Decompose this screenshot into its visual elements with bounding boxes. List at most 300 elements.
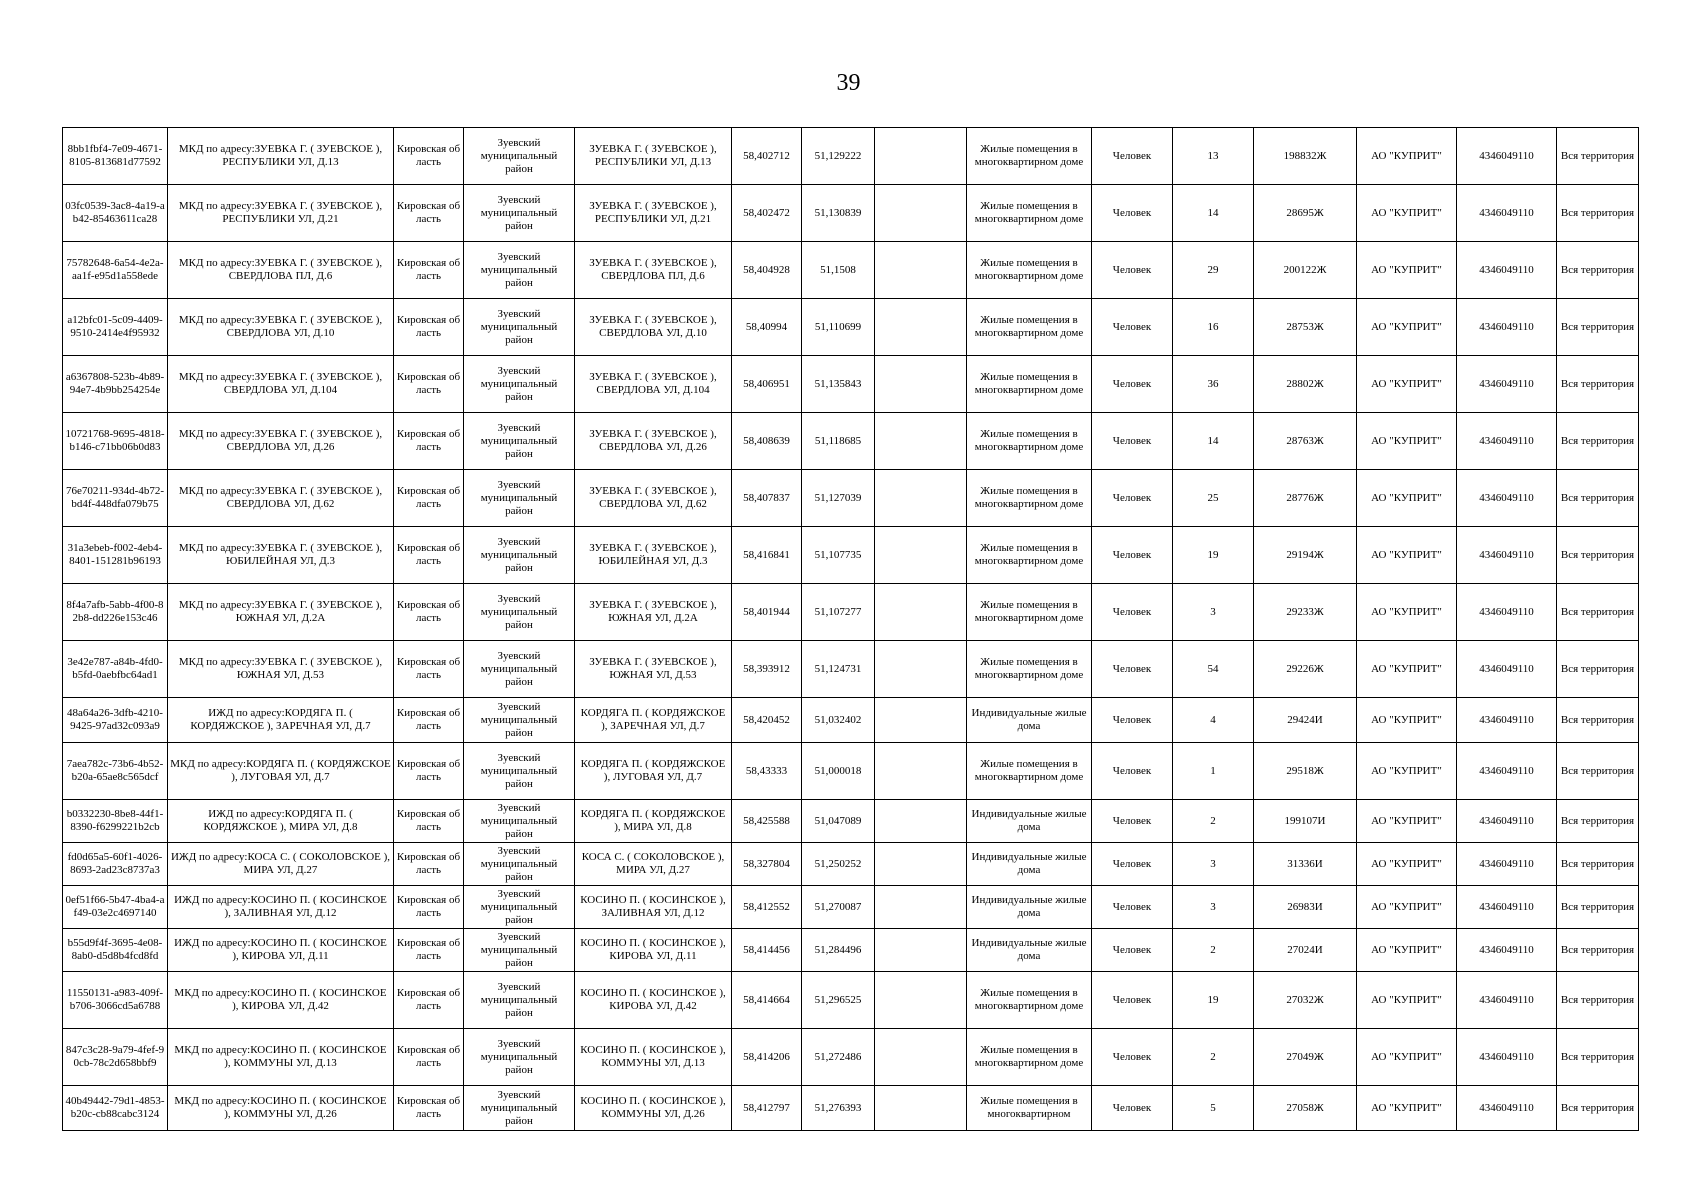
- object-code: 27024И: [1254, 929, 1357, 972]
- empty-cell: [875, 1029, 967, 1086]
- address: ЗУЕВКА Г. ( ЗУЕВСКОЕ ), СВЕРДЛОВА УЛ, Д.104: [575, 356, 732, 413]
- object-name: ИЖД по адресу:КОРДЯГА П. ( КОРДЯЖСКОЕ ), ЗАРЕЧНАЯ УЛ, Д.7: [168, 698, 394, 743]
- latitude: 58,401944: [732, 584, 802, 641]
- register-rows: [63, 128, 1639, 1131]
- row-id: a12bfc01-5c09-4409-9510-2414e4f95932: [63, 299, 168, 356]
- residents-count: 13: [1173, 128, 1254, 185]
- territory: Вся территория: [1557, 972, 1639, 1029]
- region: Кировская область: [394, 886, 464, 929]
- latitude: 58,412797: [732, 1086, 802, 1131]
- object-code: 28776Ж: [1254, 470, 1357, 527]
- region: Кировская область: [394, 356, 464, 413]
- object-code: 198832Ж: [1254, 128, 1357, 185]
- premises-type: Жилые помещения в многоквартирном доме: [967, 470, 1092, 527]
- inn: 4346049110: [1457, 800, 1557, 843]
- district: Зуевский муниципальный район: [464, 743, 575, 800]
- row-id: b0332230-8be8-44f1-8390-f6299221b2cb: [63, 800, 168, 843]
- object-name: МКД по адресу:ЗУЕВКА Г. ( ЗУЕВСКОЕ ), СВЕРДЛОВА УЛ, Д.10: [168, 299, 394, 356]
- longitude: 51,250252: [802, 843, 875, 886]
- latitude: 58,406951: [732, 356, 802, 413]
- unit: Человек: [1092, 929, 1173, 972]
- table-row: [63, 698, 1639, 743]
- longitude: 51,135843: [802, 356, 875, 413]
- empty-cell: [875, 527, 967, 584]
- table-row: [63, 1029, 1639, 1086]
- inn: 4346049110: [1457, 299, 1557, 356]
- unit: Человек: [1092, 527, 1173, 584]
- unit: Человек: [1092, 1029, 1173, 1086]
- table-row: [63, 641, 1639, 698]
- premises-type: Жилые помещения в многоквартирном доме: [967, 299, 1092, 356]
- empty-cell: [875, 242, 967, 299]
- address: КОСИНО П. ( КОСИНСКОЕ ), КОММУНЫ УЛ, Д.13: [575, 1029, 732, 1086]
- row-id: 8f4a7afb-5abb-4f00-82b8-dd226e153c46: [63, 584, 168, 641]
- page-number: 39: [836, 70, 861, 96]
- residents-count: 36: [1173, 356, 1254, 413]
- empty-cell: [875, 929, 967, 972]
- table-row: [63, 743, 1639, 800]
- district: Зуевский муниципальный район: [464, 800, 575, 843]
- inn: 4346049110: [1457, 584, 1557, 641]
- register-table: [62, 127, 1639, 1131]
- table-row: [63, 843, 1639, 886]
- longitude: 51,032402: [802, 698, 875, 743]
- district: Зуевский муниципальный район: [464, 698, 575, 743]
- longitude: 51,284496: [802, 929, 875, 972]
- longitude: 51,107735: [802, 527, 875, 584]
- empty-cell: [875, 641, 967, 698]
- territory: Вся территория: [1557, 800, 1639, 843]
- territory: Вся территория: [1557, 1029, 1639, 1086]
- company: АО "КУПРИТ": [1357, 1086, 1457, 1131]
- table-row: [63, 185, 1639, 242]
- region: Кировская область: [394, 743, 464, 800]
- empty-cell: [875, 800, 967, 843]
- object-code: 29424И: [1254, 698, 1357, 743]
- table-row: [63, 527, 1639, 584]
- longitude: 51,107277: [802, 584, 875, 641]
- table-row: [63, 1086, 1639, 1131]
- row-id: 3e42e787-a84b-4fd0-b5fd-0aebfbc64ad1: [63, 641, 168, 698]
- company: АО "КУПРИТ": [1357, 242, 1457, 299]
- company: АО "КУПРИТ": [1357, 886, 1457, 929]
- unit: Человек: [1092, 800, 1173, 843]
- longitude: 51,124731: [802, 641, 875, 698]
- object-name: ИЖД по адресу:КОСИНО П. ( КОСИНСКОЕ ), ЗАЛИВНАЯ УЛ, Д.12: [168, 886, 394, 929]
- territory: Вся территория: [1557, 185, 1639, 242]
- residents-count: 19: [1173, 972, 1254, 1029]
- territory: Вся территория: [1557, 128, 1639, 185]
- latitude: 58,414456: [732, 929, 802, 972]
- address: ЗУЕВКА Г. ( ЗУЕВСКОЕ ), ЮЖНАЯ УЛ, Д.53: [575, 641, 732, 698]
- unit: Человек: [1092, 242, 1173, 299]
- table-row: [63, 929, 1639, 972]
- premises-type: Жилые помещения в многоквартирном доме: [967, 584, 1092, 641]
- empty-cell: [875, 299, 967, 356]
- territory: Вся территория: [1557, 299, 1639, 356]
- longitude: 51,272486: [802, 1029, 875, 1086]
- premises-type: Жилые помещения в многоквартирном доме: [967, 128, 1092, 185]
- unit: Человек: [1092, 128, 1173, 185]
- empty-cell: [875, 743, 967, 800]
- region: Кировская область: [394, 527, 464, 584]
- company: АО "КУПРИТ": [1357, 584, 1457, 641]
- district: Зуевский муниципальный район: [464, 356, 575, 413]
- object-code: 28753Ж: [1254, 299, 1357, 356]
- address: КОСИНО П. ( КОСИНСКОЕ ), КИРОВА УЛ, Д.11: [575, 929, 732, 972]
- company: АО "КУПРИТ": [1357, 800, 1457, 843]
- company: АО "КУПРИТ": [1357, 470, 1457, 527]
- residents-count: 25: [1173, 470, 1254, 527]
- region: Кировская область: [394, 972, 464, 1029]
- object-code: 29233Ж: [1254, 584, 1357, 641]
- latitude: 58,407837: [732, 470, 802, 527]
- territory: Вся территория: [1557, 886, 1639, 929]
- object-code: 26983И: [1254, 886, 1357, 929]
- longitude: 51,127039: [802, 470, 875, 527]
- longitude: 51,270087: [802, 886, 875, 929]
- object-code: 28695Ж: [1254, 185, 1357, 242]
- table-row: [63, 972, 1639, 1029]
- row-id: 7aea782c-73b6-4b52-b20a-65ae8c565dcf: [63, 743, 168, 800]
- district: Зуевский муниципальный район: [464, 929, 575, 972]
- premises-type: Жилые помещения в многоквартирном доме: [967, 743, 1092, 800]
- object-name: МКД по адресу:ЗУЕВКА Г. ( ЗУЕВСКОЕ ), ЮЖНАЯ УЛ, Д.2А: [168, 584, 394, 641]
- object-name: ИЖД по адресу:КОРДЯГА П. ( КОРДЯЖСКОЕ ), МИРА УЛ, Д.8: [168, 800, 394, 843]
- district: Зуевский муниципальный район: [464, 843, 575, 886]
- object-name: МКД по адресу:КОСИНО П. ( КОСИНСКОЕ ), КОММУНЫ УЛ, Д.13: [168, 1029, 394, 1086]
- table-row: [63, 584, 1639, 641]
- row-id: 76e70211-934d-4b72-bd4f-448dfa079b75: [63, 470, 168, 527]
- object-code: 28763Ж: [1254, 413, 1357, 470]
- premises-type: Жилые помещения в многоквартирном доме: [967, 242, 1092, 299]
- unit: Человек: [1092, 743, 1173, 800]
- latitude: 58,425588: [732, 800, 802, 843]
- company: АО "КУПРИТ": [1357, 972, 1457, 1029]
- territory: Вся территория: [1557, 584, 1639, 641]
- table-row: [63, 356, 1639, 413]
- table-row: [63, 128, 1639, 185]
- district: Зуевский муниципальный район: [464, 1086, 575, 1131]
- unit: Человек: [1092, 972, 1173, 1029]
- unit: Человек: [1092, 413, 1173, 470]
- address: КОСИНО П. ( КОСИНСКОЕ ), ЗАЛИВНАЯ УЛ, Д.12: [575, 886, 732, 929]
- premises-type: Жилые помещения в многоквартирном доме: [967, 641, 1092, 698]
- latitude: 58,402472: [732, 185, 802, 242]
- company: АО "КУПРИТ": [1357, 527, 1457, 584]
- region: Кировская область: [394, 584, 464, 641]
- company: АО "КУПРИТ": [1357, 185, 1457, 242]
- residents-count: 2: [1173, 800, 1254, 843]
- latitude: 58,416841: [732, 527, 802, 584]
- residents-count: 3: [1173, 584, 1254, 641]
- territory: Вся территория: [1557, 242, 1639, 299]
- residents-count: 14: [1173, 185, 1254, 242]
- district: Зуевский муниципальный район: [464, 413, 575, 470]
- empty-cell: [875, 843, 967, 886]
- premises-type: Жилые помещения в многоквартирном доме: [967, 972, 1092, 1029]
- unit: Человек: [1092, 843, 1173, 886]
- latitude: 58,414206: [732, 1029, 802, 1086]
- row-id: 31a3ebeb-f002-4eb4-8401-151281b96193: [63, 527, 168, 584]
- object-code: 28802Ж: [1254, 356, 1357, 413]
- inn: 4346049110: [1457, 185, 1557, 242]
- address: КОСИНО П. ( КОСИНСКОЕ ), КИРОВА УЛ, Д.42: [575, 972, 732, 1029]
- residents-count: 3: [1173, 843, 1254, 886]
- company: АО "КУПРИТ": [1357, 743, 1457, 800]
- inn: 4346049110: [1457, 1086, 1557, 1131]
- longitude: 51,000018: [802, 743, 875, 800]
- latitude: 58,327804: [732, 843, 802, 886]
- company: АО "КУПРИТ": [1357, 641, 1457, 698]
- object-name: ИЖД по адресу:КОСА С. ( СОКОЛОВСКОЕ ), МИРА УЛ, Д.27: [168, 843, 394, 886]
- premises-type: Индивидуальные жилые дома: [967, 886, 1092, 929]
- unit: Человек: [1092, 356, 1173, 413]
- premises-type: Жилые помещения в многоквартирном доме: [967, 185, 1092, 242]
- row-id: 03fc0539-3ac8-4a19-ab42-85463611ca28: [63, 185, 168, 242]
- address: КОРДЯГА П. ( КОРДЯЖСКОЕ ), МИРА УЛ, Д.8: [575, 800, 732, 843]
- district: Зуевский муниципальный район: [464, 185, 575, 242]
- address: КОСА С. ( СОКОЛОВСКОЕ ), МИРА УЛ, Д.27: [575, 843, 732, 886]
- territory: Вся территория: [1557, 470, 1639, 527]
- object-code: 29518Ж: [1254, 743, 1357, 800]
- empty-cell: [875, 1086, 967, 1131]
- premises-type: Жилые помещения в многоквартирном доме: [967, 1029, 1092, 1086]
- address: КОРДЯГА П. ( КОРДЯЖСКОЕ ), ЛУГОВАЯ УЛ, Д.7: [575, 743, 732, 800]
- district: Зуевский муниципальный район: [464, 641, 575, 698]
- company: АО "КУПРИТ": [1357, 299, 1457, 356]
- inn: 4346049110: [1457, 641, 1557, 698]
- company: АО "КУПРИТ": [1357, 413, 1457, 470]
- region: Кировская область: [394, 800, 464, 843]
- district: Зуевский муниципальный район: [464, 470, 575, 527]
- object-code: 200122Ж: [1254, 242, 1357, 299]
- unit: Человек: [1092, 641, 1173, 698]
- residents-count: 5: [1173, 1086, 1254, 1131]
- row-id: fd0d65a5-60f1-4026-8693-2ad23c8737a3: [63, 843, 168, 886]
- table-row: [63, 413, 1639, 470]
- empty-cell: [875, 698, 967, 743]
- empty-cell: [875, 886, 967, 929]
- territory: Вся территория: [1557, 1086, 1639, 1131]
- district: Зуевский муниципальный район: [464, 972, 575, 1029]
- inn: 4346049110: [1457, 843, 1557, 886]
- longitude: 51,110699: [802, 299, 875, 356]
- latitude: 58,393912: [732, 641, 802, 698]
- longitude: 51,130839: [802, 185, 875, 242]
- unit: Человек: [1092, 698, 1173, 743]
- company: АО "КУПРИТ": [1357, 128, 1457, 185]
- region: Кировская область: [394, 929, 464, 972]
- premises-type: Индивидуальные жилые дома: [967, 800, 1092, 843]
- region: Кировская область: [394, 1029, 464, 1086]
- object-code: 27058Ж: [1254, 1086, 1357, 1131]
- object-name: МКД по адресу:ЗУЕВКА Г. ( ЗУЕВСКОЕ ), СВЕРДЛОВА УЛ, Д.62: [168, 470, 394, 527]
- address: ЗУЕВКА Г. ( ЗУЕВСКОЕ ), РЕСПУБЛИКИ УЛ, Д.13: [575, 128, 732, 185]
- object-code: 27032Ж: [1254, 972, 1357, 1029]
- table-row: [63, 886, 1639, 929]
- region: Кировская область: [394, 413, 464, 470]
- latitude: 58,402712: [732, 128, 802, 185]
- unit: Человек: [1092, 584, 1173, 641]
- company: АО "КУПРИТ": [1357, 929, 1457, 972]
- district: Зуевский муниципальный район: [464, 584, 575, 641]
- empty-cell: [875, 185, 967, 242]
- address: КОСИНО П. ( КОСИНСКОЕ ), КОММУНЫ УЛ, Д.26: [575, 1086, 732, 1131]
- premises-type: Индивидуальные жилые дома: [967, 929, 1092, 972]
- inn: 4346049110: [1457, 527, 1557, 584]
- object-name: МКД по адресу:КОСИНО П. ( КОСИНСКОЕ ), КИРОВА УЛ, Д.42: [168, 972, 394, 1029]
- district: Зуевский муниципальный район: [464, 299, 575, 356]
- district: Зуевский муниципальный район: [464, 886, 575, 929]
- inn: 4346049110: [1457, 929, 1557, 972]
- row-id: 11550131-a983-409f-b706-3066cd5a6788: [63, 972, 168, 1029]
- row-id: 75782648-6a54-4e2a-aa1f-e95d1a558ede: [63, 242, 168, 299]
- unit: Человек: [1092, 1086, 1173, 1131]
- unit: Человек: [1092, 886, 1173, 929]
- company: АО "КУПРИТ": [1357, 698, 1457, 743]
- longitude: 51,047089: [802, 800, 875, 843]
- object-name: МКД по адресу:КОРДЯГА П. ( КОРДЯЖСКОЕ ), ЛУГОВАЯ УЛ, Д.7: [168, 743, 394, 800]
- residents-count: 29: [1173, 242, 1254, 299]
- empty-cell: [875, 584, 967, 641]
- row-id: 847c3c28-9a79-4fef-90cb-78c2d658bbf9: [63, 1029, 168, 1086]
- address: ЗУЕВКА Г. ( ЗУЕВСКОЕ ), СВЕРДЛОВА УЛ, Д.26: [575, 413, 732, 470]
- residents-count: 2: [1173, 929, 1254, 972]
- object-name: МКД по адресу:ЗУЕВКА Г. ( ЗУЕВСКОЕ ), СВЕРДЛОВА УЛ, Д.26: [168, 413, 394, 470]
- object-name: МКД по адресу:ЗУЕВКА Г. ( ЗУЕВСКОЕ ), ЮБИЛЕЙНАЯ УЛ, Д.3: [168, 527, 394, 584]
- inn: 4346049110: [1457, 972, 1557, 1029]
- longitude: 51,1508: [802, 242, 875, 299]
- object-name: МКД по адресу:ЗУЕВКА Г. ( ЗУЕВСКОЕ ), ЮЖНАЯ УЛ, Д.53: [168, 641, 394, 698]
- premises-type: Индивидуальные жилые дома: [967, 843, 1092, 886]
- company: АО "КУПРИТ": [1357, 1029, 1457, 1086]
- object-name: МКД по адресу:ЗУЕВКА Г. ( ЗУЕВСКОЕ ), РЕСПУБЛИКИ УЛ, Д.21: [168, 185, 394, 242]
- residents-count: 1: [1173, 743, 1254, 800]
- empty-cell: [875, 470, 967, 527]
- inn: 4346049110: [1457, 743, 1557, 800]
- empty-cell: [875, 413, 967, 470]
- premises-type: Индивидуальные жилые дома: [967, 698, 1092, 743]
- address: КОРДЯГА П. ( КОРДЯЖСКОЕ ), ЗАРЕЧНАЯ УЛ, Д.7: [575, 698, 732, 743]
- residents-count: 2: [1173, 1029, 1254, 1086]
- region: Кировская область: [394, 698, 464, 743]
- region: Кировская область: [394, 128, 464, 185]
- latitude: 58,43333: [732, 743, 802, 800]
- object-code: 199107И: [1254, 800, 1357, 843]
- object-name: МКД по адресу:ЗУЕВКА Г. ( ЗУЕВСКОЕ ), СВЕРДЛОВА ПЛ, Д.6: [168, 242, 394, 299]
- inn: 4346049110: [1457, 698, 1557, 743]
- longitude: 51,276393: [802, 1086, 875, 1131]
- object-code: 29226Ж: [1254, 641, 1357, 698]
- row-id: b55d9f4f-3695-4e08-8ab0-d5d8b4fcd8fd: [63, 929, 168, 972]
- territory: Вся территория: [1557, 843, 1639, 886]
- territory: Вся территория: [1557, 641, 1639, 698]
- latitude: 58,412552: [732, 886, 802, 929]
- territory: Вся территория: [1557, 413, 1639, 470]
- latitude: 58,408639: [732, 413, 802, 470]
- table-row: [63, 242, 1639, 299]
- latitude: 58,40994: [732, 299, 802, 356]
- territory: Вся территория: [1557, 356, 1639, 413]
- empty-cell: [875, 972, 967, 1029]
- inn: 4346049110: [1457, 1029, 1557, 1086]
- unit: Человек: [1092, 185, 1173, 242]
- territory: Вся территория: [1557, 743, 1639, 800]
- premises-type: Жилые помещения в многоквартирном доме: [967, 413, 1092, 470]
- row-id: 10721768-9695-4818-b146-c71bb06b0d83: [63, 413, 168, 470]
- address: ЗУЕВКА Г. ( ЗУЕВСКОЕ ), СВЕРДЛОВА УЛ, Д.10: [575, 299, 732, 356]
- region: Кировская область: [394, 185, 464, 242]
- table-row: [63, 299, 1639, 356]
- inn: 4346049110: [1457, 886, 1557, 929]
- address: ЗУЕВКА Г. ( ЗУЕВСКОЕ ), ЮЖНАЯ УЛ, Д.2А: [575, 584, 732, 641]
- longitude: 51,129222: [802, 128, 875, 185]
- region: Кировская область: [394, 1086, 464, 1131]
- district: Зуевский муниципальный район: [464, 527, 575, 584]
- premises-type: Жилые помещения в многоквартирном доме: [967, 356, 1092, 413]
- territory: Вся территория: [1557, 527, 1639, 584]
- latitude: 58,404928: [732, 242, 802, 299]
- residents-count: 16: [1173, 299, 1254, 356]
- unit: Человек: [1092, 470, 1173, 527]
- region: Кировская область: [394, 641, 464, 698]
- residents-count: 4: [1173, 698, 1254, 743]
- object-name: МКД по адресу:КОСИНО П. ( КОСИНСКОЕ ), КОММУНЫ УЛ, Д.26: [168, 1086, 394, 1131]
- inn: 4346049110: [1457, 356, 1557, 413]
- district: Зуевский муниципальный район: [464, 1029, 575, 1086]
- region: Кировская область: [394, 242, 464, 299]
- territory: Вся территория: [1557, 698, 1639, 743]
- residents-count: 19: [1173, 527, 1254, 584]
- premises-type: Жилые помещения в многоквартирном доме: [967, 527, 1092, 584]
- residents-count: 54: [1173, 641, 1254, 698]
- object-code: 29194Ж: [1254, 527, 1357, 584]
- row-id: 48a64a26-3dfb-4210-9425-97ad32c093a9: [63, 698, 168, 743]
- region: Кировская область: [394, 299, 464, 356]
- object-name: ИЖД по адресу:КОСИНО П. ( КОСИНСКОЕ ), КИРОВА УЛ, Д.11: [168, 929, 394, 972]
- row-id: 40b49442-79d1-4853-b20c-cb88cabc3124: [63, 1086, 168, 1131]
- district: Зуевский муниципальный район: [464, 242, 575, 299]
- longitude: 51,296525: [802, 972, 875, 1029]
- table-row: [63, 800, 1639, 843]
- address: ЗУЕВКА Г. ( ЗУЕВСКОЕ ), ЮБИЛЕЙНАЯ УЛ, Д.3: [575, 527, 732, 584]
- company: АО "КУПРИТ": [1357, 843, 1457, 886]
- region: Кировская область: [394, 843, 464, 886]
- address: ЗУЕВКА Г. ( ЗУЕВСКОЕ ), СВЕРДЛОВА ПЛ, Д.6: [575, 242, 732, 299]
- row-id: a6367808-523b-4b89-94e7-4b9bb254254e: [63, 356, 168, 413]
- table-row: [63, 470, 1639, 527]
- object-name: МКД по адресу:ЗУЕВКА Г. ( ЗУЕВСКОЕ ), СВЕРДЛОВА УЛ, Д.104: [168, 356, 394, 413]
- row-id: 8bb1fbf4-7e09-4671-8105-813681d77592: [63, 128, 168, 185]
- residents-count: 3: [1173, 886, 1254, 929]
- company: АО "КУПРИТ": [1357, 356, 1457, 413]
- latitude: 58,420452: [732, 698, 802, 743]
- address: ЗУЕВКА Г. ( ЗУЕВСКОЕ ), РЕСПУБЛИКИ УЛ, Д.21: [575, 185, 732, 242]
- district: Зуевский муниципальный район: [464, 128, 575, 185]
- longitude: 51,118685: [802, 413, 875, 470]
- unit: Человек: [1092, 299, 1173, 356]
- address: ЗУЕВКА Г. ( ЗУЕВСКОЕ ), СВЕРДЛОВА УЛ, Д.62: [575, 470, 732, 527]
- residents-count: 14: [1173, 413, 1254, 470]
- object-code: 27049Ж: [1254, 1029, 1357, 1086]
- inn: 4346049110: [1457, 470, 1557, 527]
- region: Кировская область: [394, 470, 464, 527]
- empty-cell: [875, 128, 967, 185]
- territory: Вся территория: [1557, 929, 1639, 972]
- premises-type: Жилые помещения в многоквартирном: [967, 1086, 1092, 1131]
- inn: 4346049110: [1457, 413, 1557, 470]
